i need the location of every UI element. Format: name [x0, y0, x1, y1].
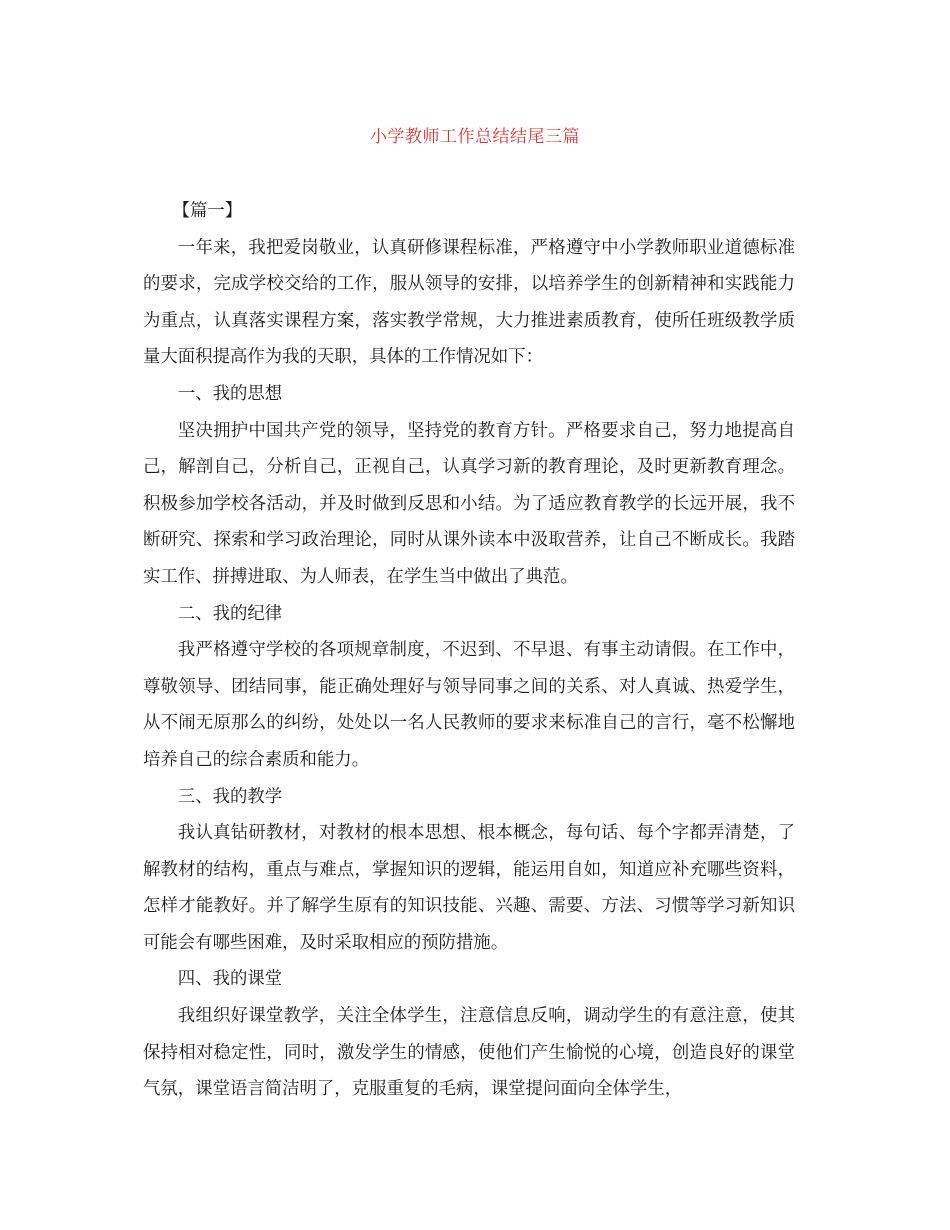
section-body-thought: 坚决拥护中国共产党的领导，坚持党的教育方针。严格要求自己，努力地提高自己，解剖自己，分析自己，正视自己，认真学习新的教育理论，及时更新教育理念。积极参加学校各活动，并及时做到反思和小结。为了适应教育教学的长远开展，我不断研究、探索和学习政治理论，同时从课外读本中汲取营养，让自己不断成长。我踏实工作、拼搏进取、为人师表，在学生当中做出了典范。	[143, 420, 795, 587]
section-body-teaching: 我认真钻研教材，对教材的根本思想、根本概念，每句话、每个字都弄清楚，了解教材的结构，重点与难点，掌握知识的逻辑，能运用自如，知道应补充哪些资料，怎样才能教好。并了解学生原有的知识技能、兴趣、需要、方法、习惯等学习新知识可能会有哪些困难，及时采取相应的预防措施。	[143, 823, 795, 953]
section-body-classroom: 我组织好课堂教学，关注全体学生，注意信息反响，调动学生的有意注意，使其保持相对稳定性，同时，激发学生的情感，使他们产生愉悦的心境，创造良好的课堂气氛，课堂语言简洁明了，克服重复的毛病，课堂提问面向全体学生，	[143, 1006, 795, 1100]
section-heading-classroom: 四、我的课堂	[177, 969, 283, 990]
document-title: 小学教师工作总结结尾三篇	[370, 127, 580, 147]
section-heading-teaching: 三、我的教学	[177, 786, 283, 807]
intro-paragraph: 一年来，我把爱岗敬业，认真研修课程标准，严格遵守中小学教师职业道德标准的要求，完成学校交给的工作，服从领导的安排，以培养学生的创新精神和实践能力为重点，认真落实课程方案，落实教学常规，大力推进素质教育，使所任班级教学质量大面积提高作为我的天职，具体的工作情况如下：	[143, 237, 795, 368]
document-body	[143, 193, 795, 1108]
section-heading-thought: 一、我的思想	[177, 383, 283, 404]
section-heading-discipline: 二、我的纪律	[177, 603, 283, 624]
section-body-discipline: 我严格遵守学校的各项规章制度，不迟到、不早退、有事主动请假。在工作中，尊敬领导、团结同事，能正确处理好与领导同事之间的关系、对人真诚、热爱学生，从不闹无原那么的纠纷，处处以一名人民教师的要求来标准自己的言行，毫不松懈地培养自己的综合素质和能力。	[143, 640, 795, 770]
section-label: 【篇一】	[172, 201, 243, 221]
